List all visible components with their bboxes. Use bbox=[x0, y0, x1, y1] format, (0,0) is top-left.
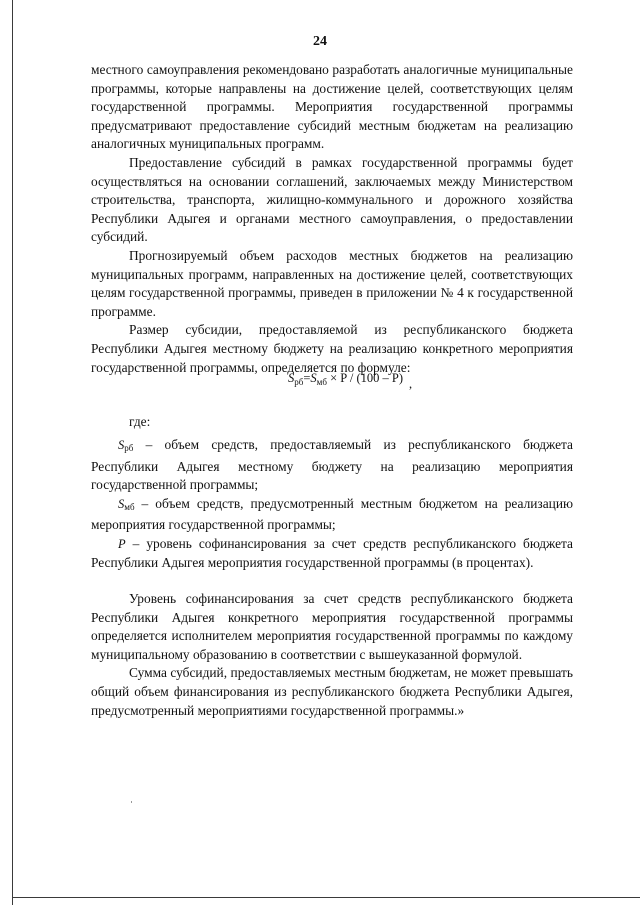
definition-s-rb-symbol: $S_{рб}$ bbox=[118, 438, 134, 453]
definition-s-mb-text: – объем средств, предусмотренный местным бюджетом на реализацию мероприятия государственной программы; bbox=[91, 495, 573, 533]
paragraph-3: Прогнозируемый объем расходов местных бюджетов на реализацию муниципальных программ, направленных на достижение целей, соответствующих целям государственной программы, приведен в приложении № 4 к государственной программе. bbox=[91, 247, 573, 319]
definition-s-mb-symbol: $S_{мб}$ bbox=[118, 496, 135, 512]
bottom-text-block bbox=[91, 590, 573, 720]
paragraph-6: Сумма субсидий, предоставляемых местным бюджетам, не может превышать общий объем финансирования из республиканского бюджета Республики Адыгея, предусмотренный мероприятиями государственной программы.» bbox=[91, 665, 573, 718]
formula-rhs-symbol: S bbox=[310, 371, 317, 385]
top-text-block bbox=[91, 61, 573, 377]
where-label: где: bbox=[129, 414, 151, 429]
page-number: 24 bbox=[313, 34, 327, 49]
formula-rest: × P / (100 – P) bbox=[330, 371, 403, 385]
definition-s-rb-text: – объем средств, предоставляемый из республиканского бюджета Республики Адыгея местному бюджету на реализацию мероприятия государственной программы; bbox=[91, 437, 573, 493]
subsidy-formula bbox=[288, 368, 528, 392]
paragraph-1: местного самоуправления рекомендовано разработать аналогичные муниципальные программы, которые направлены на достижение целей, соответствующих целям государственной программы. Мероприятия государственной программы предусматривают предоставление субсидий местным бюджетам на реализацию аналогичных муниципальных программ. bbox=[91, 62, 573, 152]
definition-p-symbol: P bbox=[118, 536, 126, 551]
scan-speck bbox=[131, 801, 132, 803]
paragraph-4: Размер субсидии, предоставляемой из республиканского бюджета Республики Адыгея местному бюджету на реализацию конкретного мероприятия государственной программы, определяется по формуле: bbox=[91, 322, 573, 375]
definition-p-text: – уровень софинансирования за счет средств республиканского бюджета Республики Адыгея мероприятия государственной программы (в процентах). bbox=[91, 535, 573, 570]
scan-left-edge bbox=[12, 0, 13, 905]
definition-s-mb bbox=[91, 495, 573, 535]
formula-lhs-sub: рб bbox=[294, 377, 304, 387]
paragraph-2: Предоставление субсидий в рамках государственной программы будет осуществляться на основании соглашений, заключаемых между Министерством строительства, транспорта, жилищно-коммунального и дорожного хозяйства Республики Адыгея и органами местного самоуправления, о предоставлении субсидий. bbox=[91, 154, 573, 245]
formula-lhs-symbol: S bbox=[288, 371, 295, 385]
definitions-block bbox=[91, 436, 573, 572]
definition-s-rb bbox=[91, 436, 573, 495]
definition-p bbox=[91, 535, 573, 572]
formula-trailing-comma: , bbox=[408, 377, 413, 391]
scan-bottom-edge bbox=[12, 897, 640, 898]
paragraph-5: Уровень софинансирования за счет средств республиканского бюджета Республики Адыгея конкретного мероприятия государственной программы определяется исполнителем мероприятия государственной программы по каждому муниципальному образованию в соответствии с вышеуказанной формулой. bbox=[91, 591, 573, 662]
formula-equals: = bbox=[303, 371, 311, 385]
formula-rhs-sub: мб bbox=[316, 377, 327, 387]
